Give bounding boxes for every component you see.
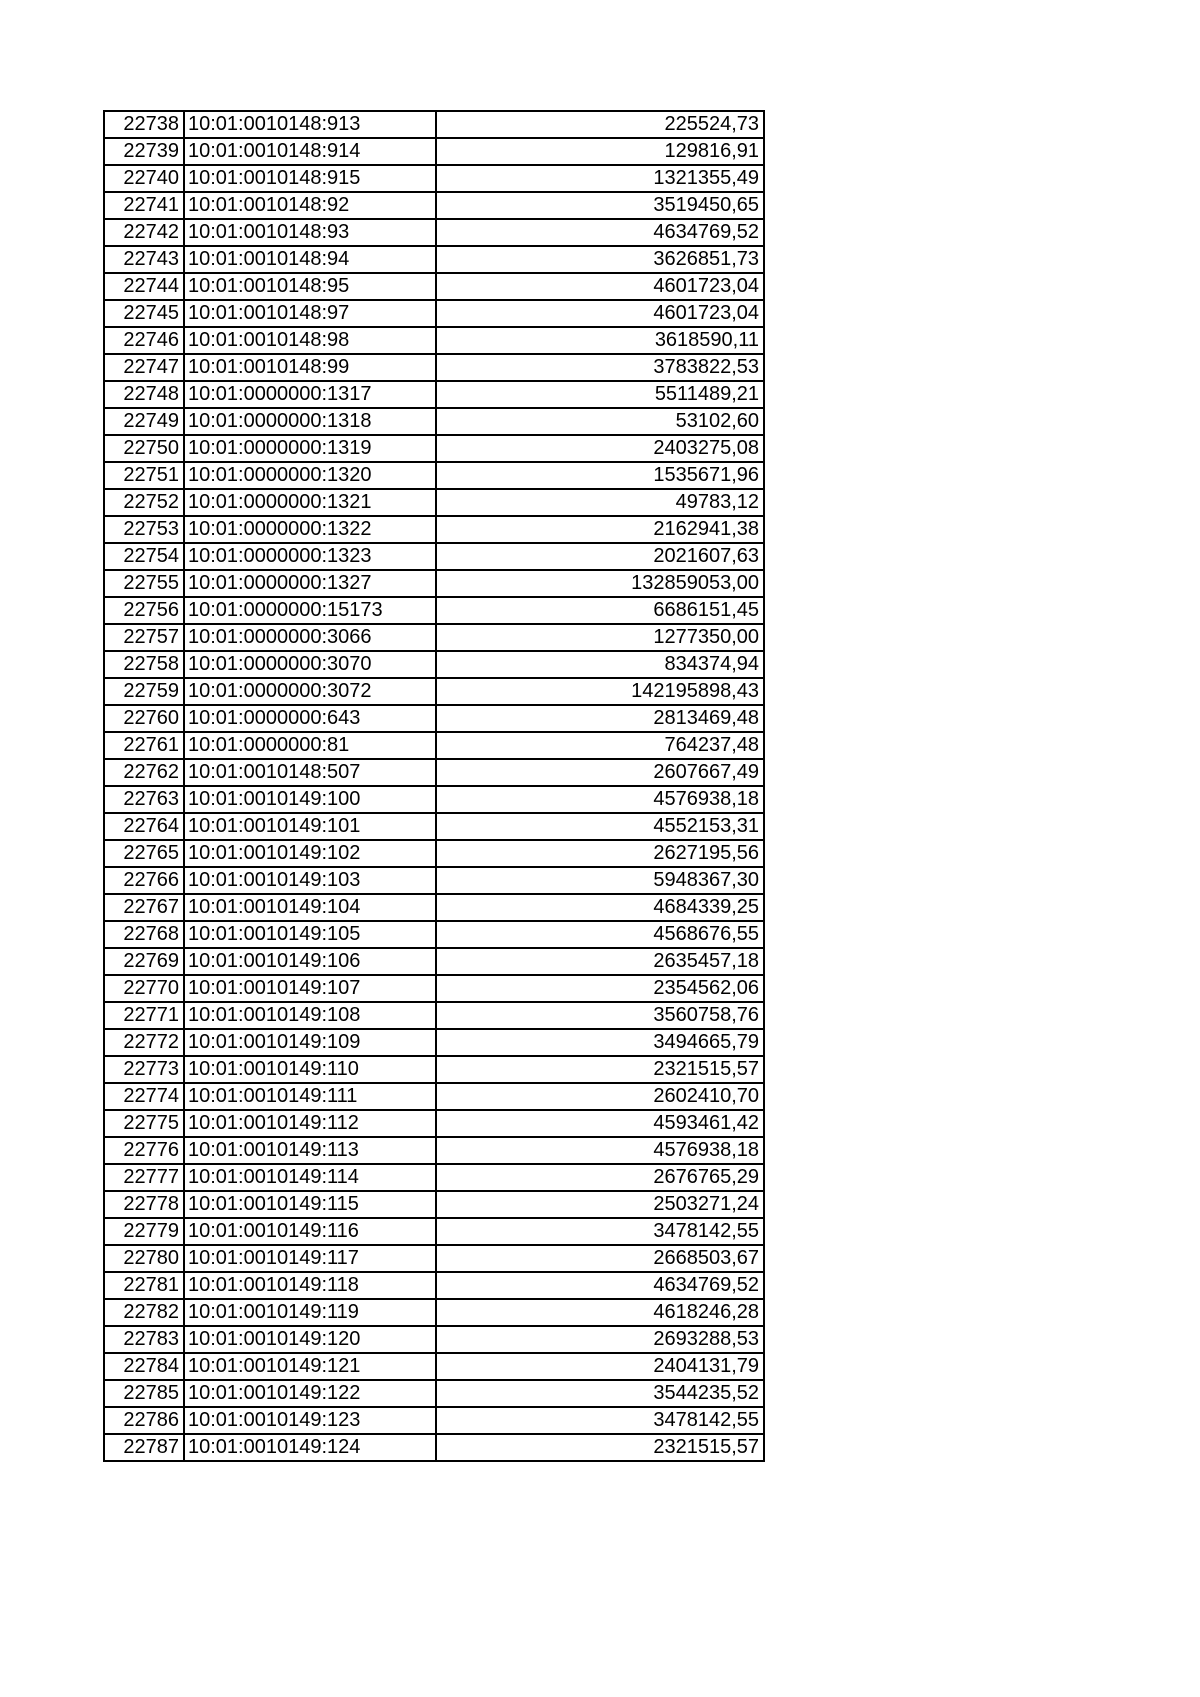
cadastral-number-cell: 10:01:0000000:1317 xyxy=(184,381,436,408)
cadastral-value-cell: 49783,12 xyxy=(436,489,764,516)
cadastral-number-cell: 10:01:0000000:3070 xyxy=(184,651,436,678)
row-number-cell: 22787 xyxy=(104,1434,184,1461)
table-row xyxy=(104,867,764,894)
table-row xyxy=(104,462,764,489)
row-number-cell: 22766 xyxy=(104,867,184,894)
table-row xyxy=(104,1353,764,1380)
table-row xyxy=(104,894,764,921)
row-number-cell: 22775 xyxy=(104,1110,184,1137)
row-number-cell: 22762 xyxy=(104,759,184,786)
table-row xyxy=(104,354,764,381)
row-number-cell: 22759 xyxy=(104,678,184,705)
row-number-cell: 22765 xyxy=(104,840,184,867)
cadastral-value-cell: 5511489,21 xyxy=(436,381,764,408)
table-row xyxy=(104,408,764,435)
cadastral-number-cell: 10:01:0010148:914 xyxy=(184,138,436,165)
cadastral-value-cell: 2503271,24 xyxy=(436,1191,764,1218)
row-number-cell: 22768 xyxy=(104,921,184,948)
table-row xyxy=(104,813,764,840)
cadastral-value-cell: 2813469,48 xyxy=(436,705,764,732)
table-body xyxy=(104,111,764,1461)
cadastral-number-cell: 10:01:0010149:100 xyxy=(184,786,436,813)
row-number-cell: 22738 xyxy=(104,111,184,138)
cadastral-number-cell: 10:01:0010149:117 xyxy=(184,1245,436,1272)
row-number-cell: 22778 xyxy=(104,1191,184,1218)
table-row xyxy=(104,624,764,651)
row-number-cell: 22751 xyxy=(104,462,184,489)
cadastral-value-cell: 2021607,63 xyxy=(436,543,764,570)
row-number-cell: 22767 xyxy=(104,894,184,921)
row-number-cell: 22777 xyxy=(104,1164,184,1191)
cadastral-number-cell: 10:01:0010149:109 xyxy=(184,1029,436,1056)
cadastral-number-cell: 10:01:0010148:99 xyxy=(184,354,436,381)
cadastral-value-table xyxy=(103,110,765,1462)
cadastral-number-cell: 10:01:0010149:107 xyxy=(184,975,436,1002)
cadastral-number-cell: 10:01:0010149:104 xyxy=(184,894,436,921)
row-number-cell: 22752 xyxy=(104,489,184,516)
cadastral-number-cell: 10:01:0010149:116 xyxy=(184,1218,436,1245)
cadastral-value-cell: 5948367,30 xyxy=(436,867,764,894)
table-row xyxy=(104,1245,764,1272)
table-row xyxy=(104,705,764,732)
cadastral-value-cell: 4618246,28 xyxy=(436,1299,764,1326)
cadastral-number-cell: 10:01:0000000:15173 xyxy=(184,597,436,624)
cadastral-number-cell: 10:01:0000000:3066 xyxy=(184,624,436,651)
table-row xyxy=(104,435,764,462)
table-row xyxy=(104,246,764,273)
cadastral-number-cell: 10:01:0010148:92 xyxy=(184,192,436,219)
cadastral-value-cell: 53102,60 xyxy=(436,408,764,435)
cadastral-value-cell: 4634769,52 xyxy=(436,1272,764,1299)
cadastral-value-cell: 4601723,04 xyxy=(436,273,764,300)
cadastral-number-cell: 10:01:0010149:110 xyxy=(184,1056,436,1083)
row-number-cell: 22760 xyxy=(104,705,184,732)
row-number-cell: 22758 xyxy=(104,651,184,678)
cadastral-number-cell: 10:01:0010148:98 xyxy=(184,327,436,354)
row-number-cell: 22748 xyxy=(104,381,184,408)
cadastral-value-cell: 4576938,18 xyxy=(436,786,764,813)
table-row xyxy=(104,1191,764,1218)
row-number-cell: 22750 xyxy=(104,435,184,462)
cadastral-value-cell: 2321515,57 xyxy=(436,1056,764,1083)
table-row xyxy=(104,597,764,624)
cadastral-number-cell: 10:01:0000000:1321 xyxy=(184,489,436,516)
cadastral-number-cell: 10:01:0010148:95 xyxy=(184,273,436,300)
row-number-cell: 22753 xyxy=(104,516,184,543)
table-row xyxy=(104,651,764,678)
cadastral-value-cell: 1277350,00 xyxy=(436,624,764,651)
row-number-cell: 22770 xyxy=(104,975,184,1002)
row-number-cell: 22785 xyxy=(104,1380,184,1407)
cadastral-value-cell: 2162941,38 xyxy=(436,516,764,543)
cadastral-value-cell: 3783822,53 xyxy=(436,354,764,381)
cadastral-number-cell: 10:01:0010149:114 xyxy=(184,1164,436,1191)
row-number-cell: 22772 xyxy=(104,1029,184,1056)
cadastral-value-cell: 4576938,18 xyxy=(436,1137,764,1164)
table-row xyxy=(104,219,764,246)
table-row xyxy=(104,1056,764,1083)
cadastral-value-cell: 3626851,73 xyxy=(436,246,764,273)
row-number-cell: 22771 xyxy=(104,1002,184,1029)
table-row xyxy=(104,1272,764,1299)
table-row xyxy=(104,543,764,570)
row-number-cell: 22779 xyxy=(104,1218,184,1245)
cadastral-value-cell: 764237,48 xyxy=(436,732,764,759)
cadastral-value-cell: 3560758,76 xyxy=(436,1002,764,1029)
table-row xyxy=(104,1407,764,1434)
table-row xyxy=(104,327,764,354)
cadastral-number-cell: 10:01:0010149:118 xyxy=(184,1272,436,1299)
row-number-cell: 22782 xyxy=(104,1299,184,1326)
table-row xyxy=(104,921,764,948)
cadastral-number-cell: 10:01:0000000:1320 xyxy=(184,462,436,489)
cadastral-number-cell: 10:01:0010149:123 xyxy=(184,1407,436,1434)
row-number-cell: 22743 xyxy=(104,246,184,273)
cadastral-value-cell: 4634769,52 xyxy=(436,219,764,246)
cadastral-number-cell: 10:01:0000000:1323 xyxy=(184,543,436,570)
row-number-cell: 22739 xyxy=(104,138,184,165)
cadastral-value-cell: 2321515,57 xyxy=(436,1434,764,1461)
cadastral-value-cell: 4593461,42 xyxy=(436,1110,764,1137)
cadastral-number-cell: 10:01:0010149:111 xyxy=(184,1083,436,1110)
table-row xyxy=(104,759,764,786)
cadastral-value-cell: 2607667,49 xyxy=(436,759,764,786)
cadastral-number-cell: 10:01:0010149:105 xyxy=(184,921,436,948)
cadastral-number-cell: 10:01:0010148:93 xyxy=(184,219,436,246)
table-row xyxy=(104,975,764,1002)
table-row xyxy=(104,192,764,219)
cadastral-value-cell: 3618590,11 xyxy=(436,327,764,354)
cadastral-number-cell: 10:01:0010148:913 xyxy=(184,111,436,138)
cadastral-value-cell: 2635457,18 xyxy=(436,948,764,975)
row-number-cell: 22764 xyxy=(104,813,184,840)
cadastral-value-cell: 6686151,45 xyxy=(436,597,764,624)
cadastral-number-cell: 10:01:0000000:81 xyxy=(184,732,436,759)
cadastral-value-cell: 2668503,67 xyxy=(436,1245,764,1272)
cadastral-number-cell: 10:01:0000000:3072 xyxy=(184,678,436,705)
cadastral-number-cell: 10:01:0010148:94 xyxy=(184,246,436,273)
cadastral-value-cell: 3478142,55 xyxy=(436,1218,764,1245)
cadastral-number-cell: 10:01:0010149:102 xyxy=(184,840,436,867)
table-row xyxy=(104,138,764,165)
table-row xyxy=(104,1164,764,1191)
cadastral-value-cell: 3494665,79 xyxy=(436,1029,764,1056)
row-number-cell: 22773 xyxy=(104,1056,184,1083)
row-number-cell: 22769 xyxy=(104,948,184,975)
cadastral-value-cell: 3519450,65 xyxy=(436,192,764,219)
table-row xyxy=(104,381,764,408)
cadastral-value-cell: 2627195,56 xyxy=(436,840,764,867)
cadastral-number-cell: 10:01:0010149:119 xyxy=(184,1299,436,1326)
row-number-cell: 22761 xyxy=(104,732,184,759)
cadastral-number-cell: 10:01:0000000:1322 xyxy=(184,516,436,543)
cadastral-number-cell: 10:01:0010149:106 xyxy=(184,948,436,975)
cadastral-value-cell: 834374,94 xyxy=(436,651,764,678)
cadastral-number-cell: 10:01:0010149:101 xyxy=(184,813,436,840)
cadastral-value-cell: 2602410,70 xyxy=(436,1083,764,1110)
table-row xyxy=(104,1002,764,1029)
cadastral-number-cell: 10:01:0010149:108 xyxy=(184,1002,436,1029)
table-row xyxy=(104,1380,764,1407)
cadastral-value-cell: 3478142,55 xyxy=(436,1407,764,1434)
table-row xyxy=(104,111,764,138)
table-row xyxy=(104,1299,764,1326)
cadastral-number-cell: 10:01:0000000:1318 xyxy=(184,408,436,435)
row-number-cell: 22754 xyxy=(104,543,184,570)
table-row xyxy=(104,489,764,516)
table-row xyxy=(104,1218,764,1245)
cadastral-value-cell: 4601723,04 xyxy=(436,300,764,327)
row-number-cell: 22774 xyxy=(104,1083,184,1110)
cadastral-number-cell: 10:01:0000000:643 xyxy=(184,705,436,732)
cadastral-value-cell: 1321355,49 xyxy=(436,165,764,192)
table-row xyxy=(104,786,764,813)
table-row xyxy=(104,678,764,705)
cadastral-value-cell: 2354562,06 xyxy=(436,975,764,1002)
cadastral-value-cell: 4552153,31 xyxy=(436,813,764,840)
table-row xyxy=(104,1434,764,1461)
row-number-cell: 22745 xyxy=(104,300,184,327)
table-row xyxy=(104,273,764,300)
cadastral-value-cell: 4684339,25 xyxy=(436,894,764,921)
row-number-cell: 22781 xyxy=(104,1272,184,1299)
row-number-cell: 22740 xyxy=(104,165,184,192)
row-number-cell: 22744 xyxy=(104,273,184,300)
cadastral-value-cell: 142195898,43 xyxy=(436,678,764,705)
cadastral-number-cell: 10:01:0010149:112 xyxy=(184,1110,436,1137)
row-number-cell: 22784 xyxy=(104,1353,184,1380)
cadastral-value-cell: 1535671,96 xyxy=(436,462,764,489)
table-row xyxy=(104,300,764,327)
cadastral-number-cell: 10:01:0010149:122 xyxy=(184,1380,436,1407)
table-row xyxy=(104,840,764,867)
table-row xyxy=(104,165,764,192)
table-row xyxy=(104,570,764,597)
table-row xyxy=(104,732,764,759)
table-row xyxy=(104,948,764,975)
row-number-cell: 22783 xyxy=(104,1326,184,1353)
table-row xyxy=(104,1110,764,1137)
table-row xyxy=(104,516,764,543)
cadastral-value-cell: 3544235,52 xyxy=(436,1380,764,1407)
cadastral-value-cell: 2403275,08 xyxy=(436,435,764,462)
cadastral-number-cell: 10:01:0010149:121 xyxy=(184,1353,436,1380)
cadastral-number-cell: 10:01:0000000:1319 xyxy=(184,435,436,462)
cadastral-value-cell: 2676765,29 xyxy=(436,1164,764,1191)
cadastral-value-cell: 129816,91 xyxy=(436,138,764,165)
row-number-cell: 22780 xyxy=(104,1245,184,1272)
row-number-cell: 22776 xyxy=(104,1137,184,1164)
row-number-cell: 22756 xyxy=(104,597,184,624)
cadastral-number-cell: 10:01:0010149:113 xyxy=(184,1137,436,1164)
cadastral-number-cell: 10:01:0000000:1327 xyxy=(184,570,436,597)
cadastral-number-cell: 10:01:0010149:115 xyxy=(184,1191,436,1218)
cadastral-number-cell: 10:01:0010148:915 xyxy=(184,165,436,192)
cadastral-number-cell: 10:01:0010149:103 xyxy=(184,867,436,894)
cadastral-number-cell: 10:01:0010148:507 xyxy=(184,759,436,786)
row-number-cell: 22742 xyxy=(104,219,184,246)
row-number-cell: 22786 xyxy=(104,1407,184,1434)
row-number-cell: 22755 xyxy=(104,570,184,597)
row-number-cell: 22747 xyxy=(104,354,184,381)
row-number-cell: 22746 xyxy=(104,327,184,354)
cadastral-value-cell: 4568676,55 xyxy=(436,921,764,948)
cadastral-value-cell: 2404131,79 xyxy=(436,1353,764,1380)
table-row xyxy=(104,1137,764,1164)
row-number-cell: 22749 xyxy=(104,408,184,435)
cadastral-number-cell: 10:01:0010149:120 xyxy=(184,1326,436,1353)
table-row xyxy=(104,1326,764,1353)
table-row xyxy=(104,1029,764,1056)
cadastral-value-cell: 225524,73 xyxy=(436,111,764,138)
row-number-cell: 22763 xyxy=(104,786,184,813)
cadastral-number-cell: 10:01:0010148:97 xyxy=(184,300,436,327)
row-number-cell: 22741 xyxy=(104,192,184,219)
cadastral-number-cell: 10:01:0010149:124 xyxy=(184,1434,436,1461)
row-number-cell: 22757 xyxy=(104,624,184,651)
cadastral-value-cell: 132859053,00 xyxy=(436,570,764,597)
table-row xyxy=(104,1083,764,1110)
cadastral-value-cell: 2693288,53 xyxy=(436,1326,764,1353)
